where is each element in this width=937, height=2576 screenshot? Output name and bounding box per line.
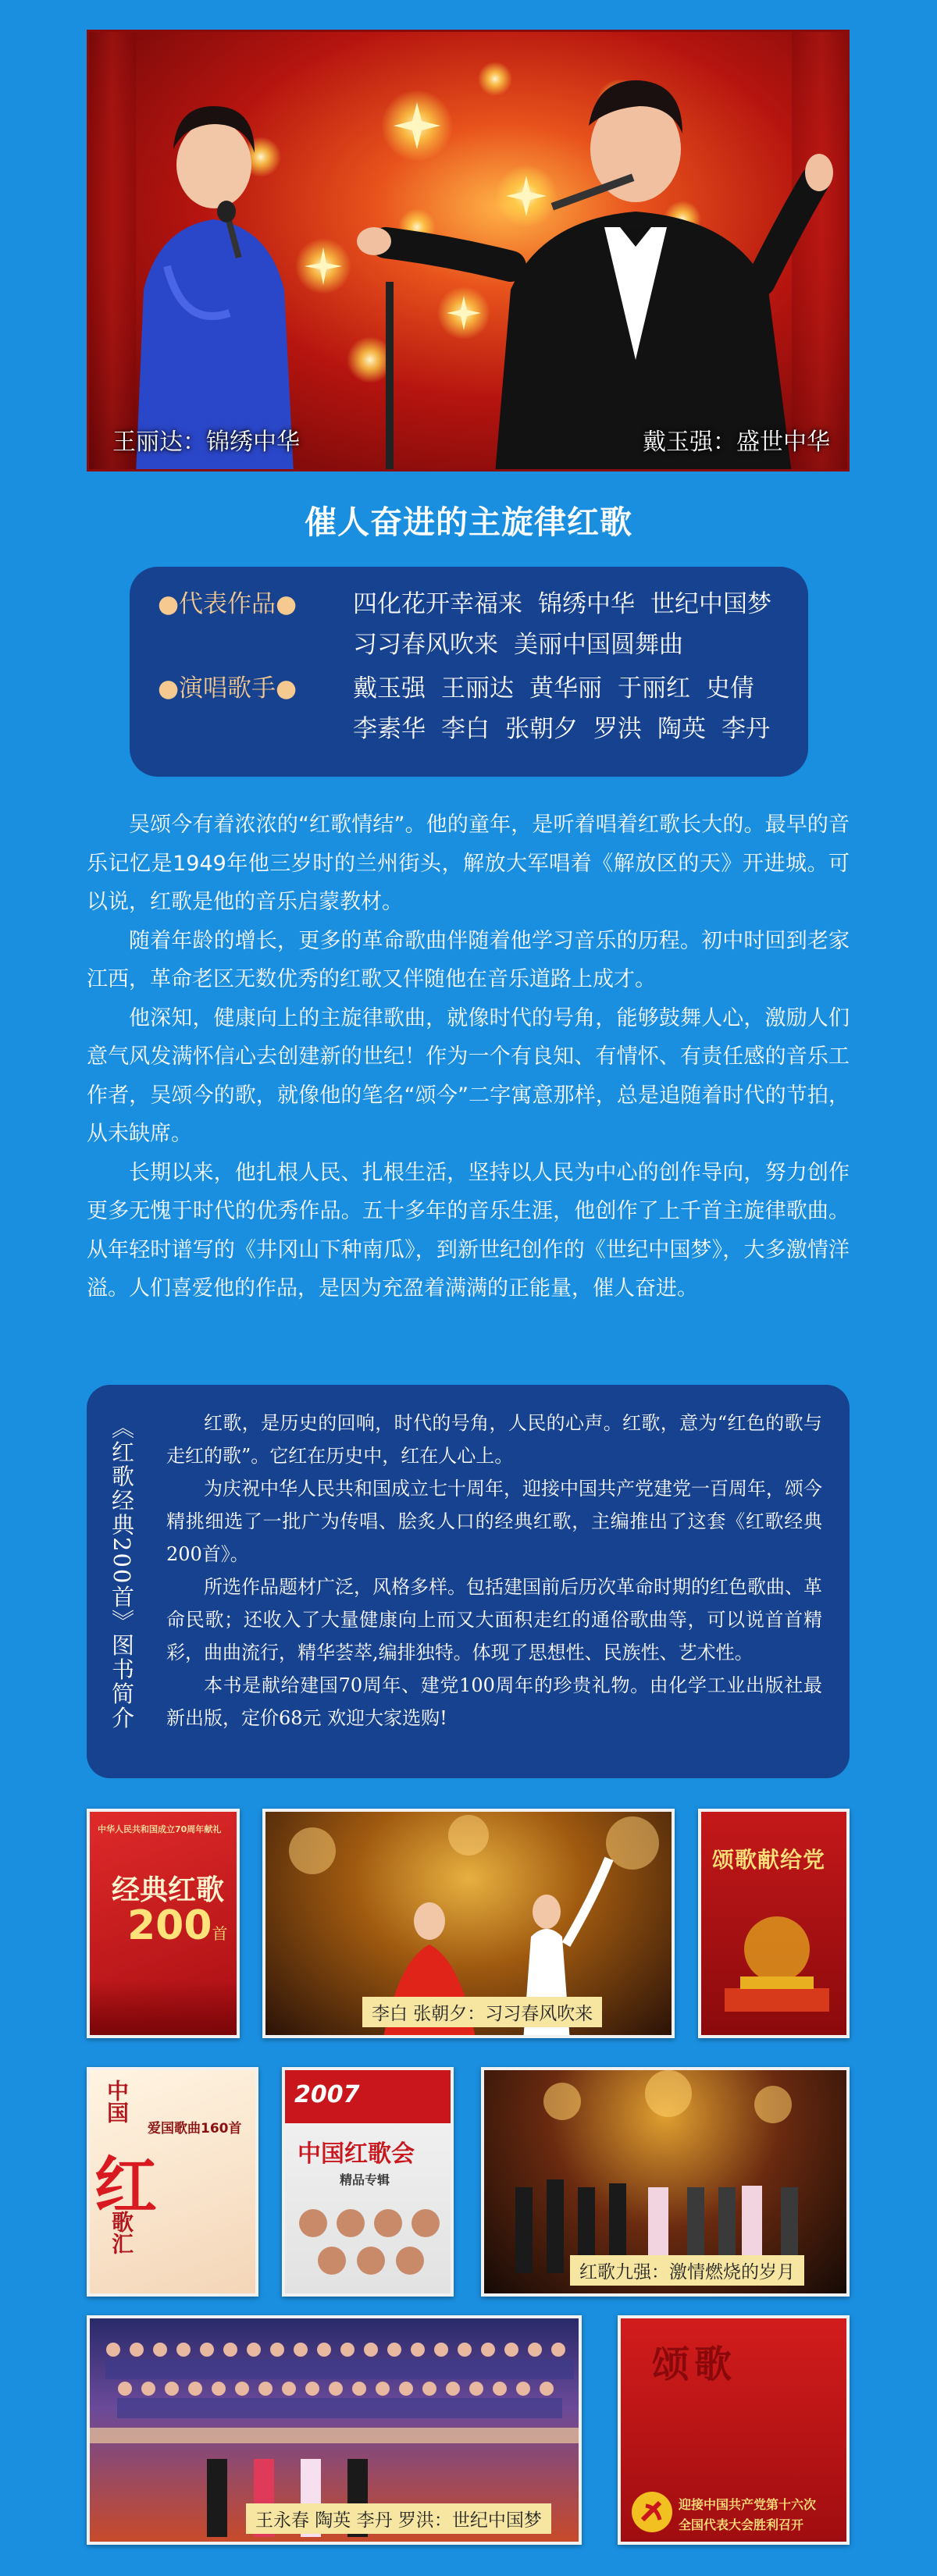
cover-title: 颂歌: [652, 2343, 737, 2386]
singers-list: [353, 668, 806, 749]
cover-year: 2007: [294, 2081, 360, 2108]
work-item: 世纪中国梦: [650, 590, 771, 618]
book-intro-title: 《红歌经典200首》图书简介: [109, 1416, 135, 1731]
hero-caption-right: 戴玉强：盛世中华: [643, 429, 830, 456]
cover-subtitle: 精品专辑: [340, 2172, 390, 2187]
singers-row: [158, 668, 770, 743]
article-paragraph: 吴颂今有着浓浓的“红歌情结”。他的童年，是听着唱着红歌长大的。最早的音乐记忆是1949年他三岁时的兰州街头，解放大军唱着《解放区的天》开进城。可以说，红歌是他的音乐启蒙教材。: [87, 813, 850, 914]
singer-item: 戴玉强: [353, 674, 426, 703]
singer-item: 史倩: [706, 674, 754, 703]
work-item: 习习春风吹来: [353, 631, 498, 659]
cover-number-group: [127, 1902, 228, 1949]
cover-top-text: 中华人民共和国成立70周年献礼: [98, 1824, 222, 1834]
works-list: [353, 584, 806, 665]
book-cover-classic-red-songs: [87, 1809, 240, 2038]
cover-subtitle: 爱国歌曲160首: [148, 2121, 242, 2137]
article-paragraph: 他深知，健康向上的主旋律歌曲，就像时代的号角，能够鼓舞人心，激励人们意气风发满怀信心去创建新的世纪！作为一个有良知、有情怀、有责任感的音乐工作者，吴颂今的歌，就像他的笔名“颂今”二字寓意那样，总是追随着时代的节拍，从未缺席。: [87, 1005, 850, 1146]
cover-number-unit: 首: [212, 1924, 228, 1943]
book-paragraph: 所选作品题材广泛，风格多样。包括建国前后历次革命时期的红色歌曲、革命民歌；还收入了大量健康向上而又大面积走红的通俗歌曲等，可以说首首精彩，曲曲流行，精华荟萃,编排独特。体现了思想性、民族性、艺术性。: [166, 1576, 822, 1663]
singers-label: ●演唱歌手●: [158, 674, 297, 703]
cover-title: 经典红歌: [112, 1874, 225, 1906]
hammer-sickle-icon: [629, 2489, 675, 2535]
stage-photo-spring-breeze: [262, 1809, 675, 2038]
cover-number: 200: [127, 1902, 212, 1949]
singer-item: 于丽红: [618, 674, 690, 703]
article-body: [87, 806, 850, 1308]
performer-thumbnails: [285, 2200, 454, 2286]
work-item: 四化花开幸福来: [353, 590, 522, 618]
works-row: [158, 584, 771, 659]
works-label: ●代表作品●: [158, 590, 297, 618]
cover-title: 颂歌献给党: [712, 1847, 826, 1873]
hero-photo: [87, 30, 850, 471]
singer-item: 李白: [441, 715, 490, 743]
hero-caption-left: 王丽达：锦绣中华: [112, 429, 300, 456]
singer-item: 王丽达: [441, 674, 514, 703]
singer-item: 李丹: [721, 715, 770, 743]
work-item: 锦绣中华: [538, 590, 635, 618]
book-paragraph: 为庆祝中华人民共和国成立七十周年，迎接中国共产党建党一百周年，颂今精挑细选了一批广为传唱、脍炙人口的经典红歌，主编推出了这套《红歌经典200首》。: [166, 1478, 822, 1565]
stage-photo-century-china-dream: [87, 2315, 582, 2545]
cover-title-a: 中国: [104, 2080, 130, 2123]
article-paragraph: 长期以来，他扎根人民、扎根生活，坚持以人民为中心的创作导向，努力创作更多无愧于时代的优秀作品。五十多年的音乐生涯，他创作了上千首主旋律歌曲。从年轻时谱写的《井冈山下种南瓜》，到新世纪创作的《世纪中国梦》，大多激情洋溢。人们喜爱他的作品，是因为充盈着满满的正能量，催人奋进。: [87, 1160, 850, 1300]
singer-item: 李素华: [353, 715, 426, 743]
book-cover-ode-to-party: [698, 1809, 850, 2038]
page-headline: 催人奋进的主旋律红歌: [305, 503, 632, 541]
cover-title-c: 歌汇: [109, 2211, 134, 2254]
party-emblem-icon: [701, 1902, 850, 2027]
photo-caption: 李白 张朝夕：习习春风吹来: [362, 1997, 602, 2027]
cover-line-1: 迎接中国共产党第十六次: [679, 2497, 817, 2512]
book-cover-china-red-songs: [87, 2067, 258, 2297]
singer-item: 张朝夕: [505, 715, 578, 743]
singer-item: 陶英: [657, 715, 706, 743]
photo-caption: 红歌九强：激情燃烧的岁月: [570, 2255, 804, 2286]
book-paragraph: 本书是献给建国70周年、建党100周年的珍贵礼物。由化学工业出版社最新出版，定价68元 欢迎大家选购!: [166, 1674, 822, 1729]
book-paragraph: 红歌，是历史的回响，时代的号角，人民的心声。红歌，意为“红色的歌与走红的歌”。它红在历史中，红在人心上。: [166, 1412, 822, 1467]
book-intro-box: [87, 1385, 850, 1778]
singer-item: 罗洪: [593, 715, 642, 743]
stage-photo-red-song-top9: [481, 2067, 850, 2297]
cover-line-2: 全国代表大会胜利召开: [679, 2517, 804, 2532]
article-paragraph: 随着年龄的增长，更多的革命歌曲伴随着他学习音乐的历程。初中时回到老家江西，革命老区无数优秀的红歌又伴随他在音乐道路上成才。: [87, 928, 850, 991]
cd-cover-ode-16th-congress: [618, 2315, 850, 2545]
work-item: 美丽中国圆舞曲: [514, 631, 683, 659]
cd-cover-china-red-song-contest: [282, 2067, 454, 2297]
stage-background: [89, 32, 850, 471]
cover-title-b: 红: [94, 2150, 157, 2222]
photo-caption: 王永春 陶英 李丹 罗洪：世纪中国梦: [246, 2503, 551, 2534]
cover-title: 中国红歌会: [297, 2140, 415, 2168]
singer-item: 黄华丽: [529, 674, 602, 703]
info-box: [130, 567, 808, 777]
book-intro-text: [166, 1407, 822, 1735]
